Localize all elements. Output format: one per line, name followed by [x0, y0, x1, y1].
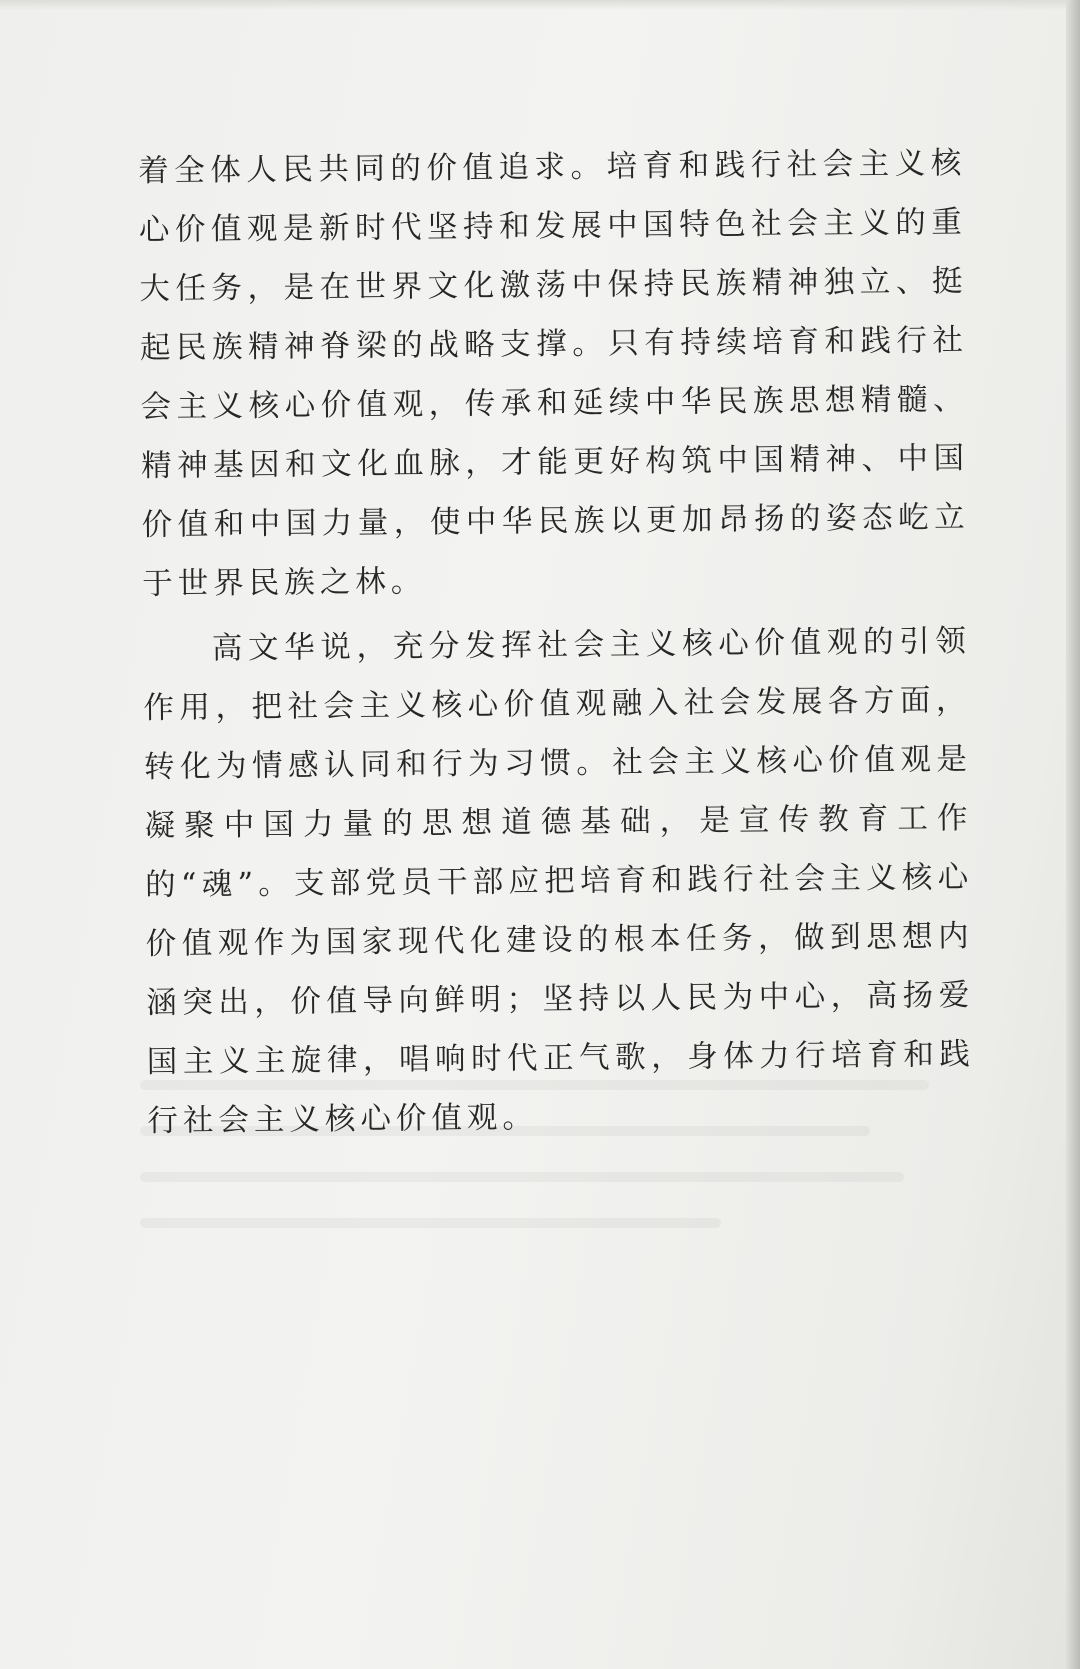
paragraph-continued: 着全体人民共同的价值追求。培育和践行社会主义核心价值观是新时代坚持和发展中国特色社会主义的重大任务，是在世界文化激荡中保持民族精神独立、挺起民族精神脊梁的战略支撑。只有持续培育和践行社会主义核心价值观，传承和延续中华民族思想精髓、精神基因和文化血脉，才能更好构筑中国精神、中国价值和中国力量，使中华民族以更加昂扬的姿态屹立于世界民族之林。: [138, 146, 970, 602]
page-top-shadow: [0, 0, 1080, 10]
bleed-through-line: [140, 1080, 929, 1090]
bleed-through-line: [140, 1126, 870, 1136]
bleed-through-line: [140, 1172, 904, 1182]
paragraph-gao-wenhua: 高文华说，充分发挥社会主义核心价值观的引领作用，把社会主义核心价值观融入社会发展各方面，转化为情感认同和行为习惯。社会主义核心价值观是凝聚中国力量的思想道德基础，是宣传教育工作的“魂”。支部党员干部应把培育和践行社会主义核心价值观作为国家现代化建设的根本任务，做到思想内涵突出，价值导向鲜明；坚持以人民为中心，高扬爱国主义主旋律，唱响时代正气歌，身体力行培育和践行社会主义核心价值观。: [143, 624, 975, 1139]
bleed-through-line: [140, 1218, 721, 1228]
document-body: [138, 134, 976, 1151]
bleed-through-shadow: [140, 1080, 970, 1300]
page-right-edge: [1066, 0, 1080, 1669]
